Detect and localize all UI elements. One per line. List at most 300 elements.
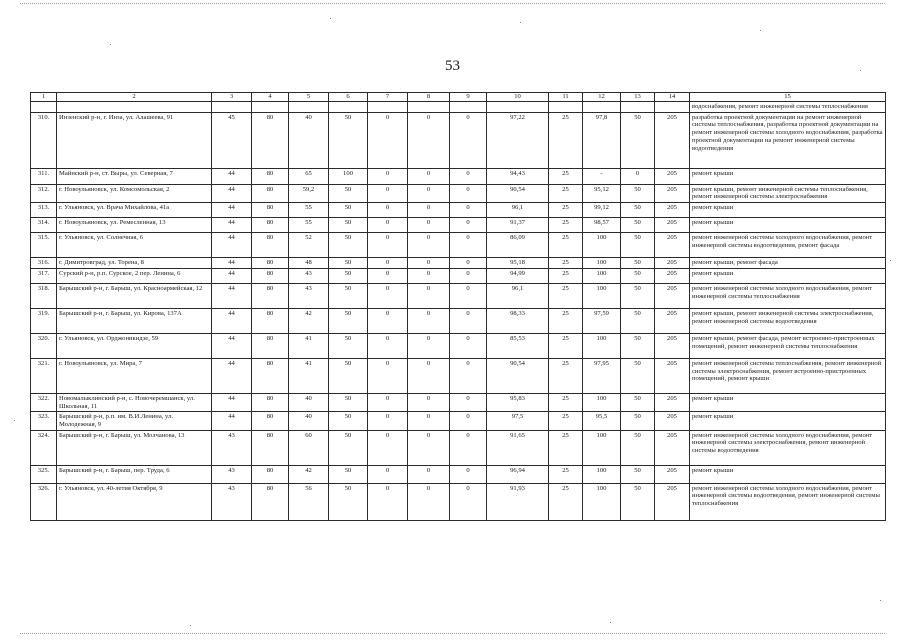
- cell-col-5: 40: [289, 412, 329, 430]
- cell-col-9: 0: [450, 283, 487, 308]
- cell-col-12: 98,57: [583, 218, 621, 233]
- cell-col-13: 50: [621, 203, 655, 218]
- cell-col-3: 44: [212, 258, 252, 269]
- cell-col-7: 0: [368, 412, 408, 430]
- cell-col-6: 50: [329, 203, 368, 218]
- cell-col-7: 0: [368, 203, 408, 218]
- cell-col-6: 50: [329, 483, 368, 520]
- cell-col-11: 25: [549, 184, 583, 202]
- cell-col-11: 25: [549, 203, 583, 218]
- cell-col-4: 80: [252, 412, 289, 430]
- cell-col-12: 100: [583, 283, 621, 308]
- cell-col-num: 325.: [31, 465, 57, 483]
- cell-col-12: 100: [583, 268, 621, 283]
- scan-speck: [760, 30, 761, 31]
- table-row-continued: [31, 102, 886, 113]
- cell-col-8: 0: [408, 483, 450, 520]
- cell-col-14: 205: [655, 203, 690, 218]
- cell-col-8: 0: [408, 112, 450, 168]
- cell-col-7: 0: [368, 112, 408, 168]
- cell-col-14: 205: [655, 218, 690, 233]
- cell-col-address: Барышский р-н, р.п. им. В.И.Ленина, ул. Молодежная, 9: [57, 412, 212, 430]
- cell-col-12: 95,12: [583, 184, 621, 202]
- cell-col-10: 85,53: [487, 333, 549, 358]
- cell-col-7: 0: [368, 168, 408, 184]
- cell-col-13: 50: [621, 393, 655, 411]
- cell-col-11: 25: [549, 233, 583, 258]
- cell-col-6: 50: [329, 393, 368, 411]
- cell-col-12: 100: [583, 393, 621, 411]
- cell-col-num: 313.: [31, 203, 57, 218]
- cell-col-5: 40: [289, 393, 329, 411]
- cell-col-6: 50: [329, 258, 368, 269]
- cell-col-3: [212, 102, 252, 113]
- cell-col-12: 100: [583, 483, 621, 520]
- cell-col-3: 44: [212, 184, 252, 202]
- cell-col-12: 100: [583, 430, 621, 465]
- cell-col-10: 98,33: [487, 308, 549, 333]
- cell-col-11: 25: [549, 268, 583, 283]
- cell-col-7: 0: [368, 308, 408, 333]
- cell-col-8: 0: [408, 258, 450, 269]
- scan-speck: [890, 260, 891, 261]
- cell-col-14: 205: [655, 393, 690, 411]
- cell-col-7: 0: [368, 184, 408, 202]
- cell-col-3: 44: [212, 283, 252, 308]
- cell-col-5: 5: [289, 93, 329, 102]
- cell-col-6: 50: [329, 283, 368, 308]
- cell-col-8: 8: [408, 93, 450, 102]
- cell-col-9: 0: [450, 333, 487, 358]
- cell-col-4: 80: [252, 483, 289, 520]
- cell-col-8: 0: [408, 308, 450, 333]
- cell-col-13: 50: [621, 184, 655, 202]
- cell-col-13: 50: [621, 283, 655, 308]
- cell-col-14: 14: [655, 93, 690, 102]
- cell-col-works: ремонт крыши: [690, 268, 886, 283]
- cell-col-num: 314.: [31, 218, 57, 233]
- cell-col-works: ремонт крыши: [690, 465, 886, 483]
- cell-col-6: 50: [329, 465, 368, 483]
- table-row: [31, 358, 886, 393]
- cell-col-5: 52: [289, 233, 329, 258]
- cell-col-13: 50: [621, 258, 655, 269]
- cell-col-5: 65: [289, 168, 329, 184]
- cell-col-8: 0: [408, 203, 450, 218]
- cell-col-9: 0: [450, 112, 487, 168]
- cell-col-6: 6: [329, 93, 368, 102]
- cell-col-6: 100: [329, 168, 368, 184]
- cell-col-5: 42: [289, 308, 329, 333]
- cell-col-num: 312.: [31, 184, 57, 202]
- cell-col-11: 25: [549, 358, 583, 393]
- cell-col-10: 90,54: [487, 184, 549, 202]
- cell-col-12: 100: [583, 233, 621, 258]
- cell-col-14: 205: [655, 333, 690, 358]
- cell-col-address: г. Новоульяновск, ул. Мира, 7: [57, 358, 212, 393]
- cell-col-4: 80: [252, 203, 289, 218]
- scan-edge-bottom: [20, 633, 885, 634]
- table-row: [31, 268, 886, 283]
- cell-col-8: 0: [408, 233, 450, 258]
- table-row: [31, 333, 886, 358]
- scan-speck: [520, 22, 521, 23]
- cell-col-11: 11: [549, 93, 583, 102]
- cell-col-3: 44: [212, 218, 252, 233]
- cell-col-11: 25: [549, 393, 583, 411]
- cell-col-4: 80: [252, 112, 289, 168]
- cell-col-8: 0: [408, 430, 450, 465]
- cell-col-10: 91,37: [487, 218, 549, 233]
- cell-col-num: 317.: [31, 268, 57, 283]
- cell-col-14: 205: [655, 465, 690, 483]
- scan-speck: [110, 44, 111, 45]
- cell-col-12: 99,12: [583, 203, 621, 218]
- cell-col-13: 50: [621, 308, 655, 333]
- cell-col-address: [57, 102, 212, 113]
- cell-col-address: г. Ульяновск, ул. Солнечная, 6: [57, 233, 212, 258]
- table-row: [31, 412, 886, 430]
- cell-col-5: 41: [289, 333, 329, 358]
- cell-col-14: 205: [655, 168, 690, 184]
- cell-col-works: ремонт крыши: [690, 412, 886, 430]
- cell-col-12: -: [583, 168, 621, 184]
- cell-col-9: 0: [450, 233, 487, 258]
- cell-col-works: ремонт крыши, ремонт инженерной системы теплоснабжения, ремонт инженерной системы электроснабжения: [690, 184, 886, 202]
- cell-col-8: 0: [408, 412, 450, 430]
- cell-col-14: 205: [655, 308, 690, 333]
- cell-col-9: 0: [450, 168, 487, 184]
- cell-col-address: г. Ульяновск, ул. Орджоникидзе, 59: [57, 333, 212, 358]
- cell-col-3: 44: [212, 358, 252, 393]
- cell-col-8: 0: [408, 393, 450, 411]
- cell-col-6: 50: [329, 308, 368, 333]
- cell-col-6: 50: [329, 218, 368, 233]
- cell-col-14: 205: [655, 483, 690, 520]
- cell-col-6: 50: [329, 412, 368, 430]
- cell-col-14: 205: [655, 184, 690, 202]
- cell-col-9: 0: [450, 412, 487, 430]
- cell-col-9: 0: [450, 308, 487, 333]
- cell-col-works: разработка проектной документации на ремонт инженерной системы теплоснабжения, разработка проектной документации на ремонт инженерной системы холодного водоснабжения, разработка проектной документации на ремонт инженерной системы водоотведения: [690, 112, 886, 168]
- cell-col-5: 40: [289, 112, 329, 168]
- cell-col-6: [329, 102, 368, 113]
- cell-col-address: Барышский р-н, г. Барыш, ул. Кирова, 137А: [57, 308, 212, 333]
- cell-col-3: 43: [212, 465, 252, 483]
- cell-col-4: 80: [252, 393, 289, 411]
- cell-col-3: 44: [212, 268, 252, 283]
- scan-speck: [610, 622, 611, 623]
- cell-col-4: [252, 102, 289, 113]
- cell-col-8: 0: [408, 358, 450, 393]
- cell-col-works: ремонт инженерной системы теплоснабжения, ремонт инженерной системы электроснабжения, ремонт встроенно-пристроенных помещений, ремонт крыши: [690, 358, 886, 393]
- cell-col-5: 55: [289, 218, 329, 233]
- header-row: [31, 93, 886, 102]
- cell-col-14: 205: [655, 233, 690, 258]
- cell-col-5: [289, 102, 329, 113]
- cell-col-address: г. Димитровград, ул. Торена, 8: [57, 258, 212, 269]
- cell-col-10: 96,1: [487, 283, 549, 308]
- cell-col-10: 96,1: [487, 203, 549, 218]
- cell-col-9: 0: [450, 483, 487, 520]
- page-number: 53: [445, 58, 460, 74]
- cell-col-11: 25: [549, 412, 583, 430]
- cell-col-num: 316.: [31, 258, 57, 269]
- cell-col-works: водоснабжения, ремонт инженерной системы теплоснабжения: [690, 102, 886, 113]
- cell-col-4: 80: [252, 283, 289, 308]
- cell-col-address: г. Новоульяновск, ул. Ремесленная, 13: [57, 218, 212, 233]
- cell-col-14: 205: [655, 358, 690, 393]
- cell-col-11: 25: [549, 112, 583, 168]
- cell-col-5: 60: [289, 430, 329, 465]
- cell-col-7: 0: [368, 465, 408, 483]
- table-row: [31, 233, 886, 258]
- cell-col-8: 0: [408, 333, 450, 358]
- cell-col-8: 0: [408, 184, 450, 202]
- cell-col-4: 80: [252, 465, 289, 483]
- cell-col-4: 80: [252, 430, 289, 465]
- cell-col-13: 50: [621, 112, 655, 168]
- cell-col-address: Барышский р-н, г. Барыш, ул. Молчанова, 13: [57, 430, 212, 465]
- cell-col-11: 25: [549, 218, 583, 233]
- cell-col-12: [583, 102, 621, 113]
- cell-col-13: 50: [621, 483, 655, 520]
- cell-col-4: 80: [252, 184, 289, 202]
- cell-col-6: 50: [329, 112, 368, 168]
- scan-edge-top: [20, 3, 885, 4]
- cell-col-address: Барышский р-н, г. Барыш, пер. Труда, 6: [57, 465, 212, 483]
- cell-col-3: 43: [212, 483, 252, 520]
- cell-col-10: 97,5: [487, 412, 549, 430]
- cell-col-14: 205: [655, 283, 690, 308]
- cell-col-9: 0: [450, 393, 487, 411]
- cell-col-10: 96,94: [487, 465, 549, 483]
- cell-col-num: 310.: [31, 112, 57, 168]
- cell-col-12: 95,5: [583, 412, 621, 430]
- register-sheet: [30, 92, 885, 612]
- cell-col-14: 205: [655, 112, 690, 168]
- cell-col-11: [549, 102, 583, 113]
- cell-col-9: 0: [450, 268, 487, 283]
- cell-col-10: 94,99: [487, 268, 549, 283]
- cell-col-7: 0: [368, 483, 408, 520]
- cell-col-3: 3: [212, 93, 252, 102]
- cell-col-address: Инзенский р-н, г. Инза, ул. Алашеева, 91: [57, 112, 212, 168]
- cell-col-3: 44: [212, 168, 252, 184]
- register-table: [30, 92, 886, 521]
- cell-col-13: 50: [621, 268, 655, 283]
- cell-col-12: 12: [583, 93, 621, 102]
- cell-col-5: 41: [289, 358, 329, 393]
- table-row: [31, 218, 886, 233]
- cell-col-works: ремонт инженерной системы холодного водоснабжения, ремонт инженерной системы теплоснабжения: [690, 283, 886, 308]
- cell-col-7: 0: [368, 233, 408, 258]
- cell-col-works: 15: [690, 93, 886, 102]
- cell-col-10: 90,54: [487, 358, 549, 393]
- cell-col-7: 0: [368, 268, 408, 283]
- cell-col-11: 25: [549, 258, 583, 269]
- cell-col-4: 80: [252, 333, 289, 358]
- cell-col-5: 55: [289, 203, 329, 218]
- cell-col-10: 97,22: [487, 112, 549, 168]
- table-row: [31, 112, 886, 168]
- cell-col-works: ремонт крыши: [690, 168, 886, 184]
- table-row: [31, 203, 886, 218]
- cell-col-address: 2: [57, 93, 212, 102]
- scan-speck: [190, 625, 191, 626]
- cell-col-9: 9: [450, 93, 487, 102]
- cell-col-9: 0: [450, 218, 487, 233]
- table-row: [31, 258, 886, 269]
- cell-col-4: 80: [252, 258, 289, 269]
- cell-col-works: ремонт инженерной системы холодного водоснабжения, ремонт инженерной системы водоотведения, ремонт инженерной системы теплоснабжения: [690, 483, 886, 520]
- cell-col-11: 25: [549, 465, 583, 483]
- cell-col-3: 45: [212, 112, 252, 168]
- cell-col-7: 0: [368, 333, 408, 358]
- cell-col-3: 44: [212, 333, 252, 358]
- scan-speck: [330, 18, 331, 19]
- cell-col-13: 13: [621, 93, 655, 102]
- cell-col-7: 0: [368, 258, 408, 269]
- cell-col-num: 326.: [31, 483, 57, 520]
- cell-col-7: 0: [368, 430, 408, 465]
- cell-col-11: 25: [549, 333, 583, 358]
- cell-col-12: 100: [583, 258, 621, 269]
- table-row: [31, 465, 886, 483]
- cell-col-12: 100: [583, 465, 621, 483]
- cell-col-10: 91,93: [487, 483, 549, 520]
- cell-col-3: 44: [212, 393, 252, 411]
- cell-col-works: ремонт крыши: [690, 203, 886, 218]
- table-row: [31, 430, 886, 465]
- cell-col-10: 95,83: [487, 393, 549, 411]
- cell-col-9: 0: [450, 430, 487, 465]
- table-row: [31, 393, 886, 411]
- cell-col-8: [408, 102, 450, 113]
- cell-col-works: ремонт инженерной системы холодного водоснабжения, ремонт инженерной системы электроснабжения, ремонт инженерной системы водоотведения: [690, 430, 886, 465]
- cell-col-12: 97,95: [583, 358, 621, 393]
- cell-col-7: 7: [368, 93, 408, 102]
- cell-col-13: 50: [621, 430, 655, 465]
- cell-col-4: 80: [252, 233, 289, 258]
- cell-col-12: 97,8: [583, 112, 621, 168]
- cell-col-num: 321.: [31, 358, 57, 393]
- cell-col-6: 50: [329, 358, 368, 393]
- cell-col-3: 44: [212, 412, 252, 430]
- cell-col-works: ремонт крыши, ремонт инженерной системы электроснабжения, ремонт инженерной системы водоотведения: [690, 308, 886, 333]
- cell-col-13: 50: [621, 465, 655, 483]
- cell-col-14: 205: [655, 268, 690, 283]
- cell-col-4: 80: [252, 168, 289, 184]
- cell-col-9: 0: [450, 203, 487, 218]
- cell-col-4: 80: [252, 268, 289, 283]
- cell-col-10: 94,43: [487, 168, 549, 184]
- cell-col-9: 0: [450, 465, 487, 483]
- cell-col-3: 44: [212, 233, 252, 258]
- cell-col-5: 56: [289, 483, 329, 520]
- cell-col-5: 42: [289, 465, 329, 483]
- cell-col-num: 324.: [31, 430, 57, 465]
- cell-col-4: 80: [252, 218, 289, 233]
- cell-col-num: 315.: [31, 233, 57, 258]
- cell-col-12: 97,59: [583, 308, 621, 333]
- cell-col-5: 43: [289, 283, 329, 308]
- cell-col-5: 59,2: [289, 184, 329, 202]
- cell-col-8: 0: [408, 168, 450, 184]
- cell-col-8: 0: [408, 283, 450, 308]
- cell-col-address: г. Ульяновск, ул. Врача Михайлова, 41а: [57, 203, 212, 218]
- cell-col-10: 95,18: [487, 258, 549, 269]
- cell-col-num: 1: [31, 93, 57, 102]
- scan-speck: [14, 420, 15, 421]
- cell-col-11: 25: [549, 430, 583, 465]
- cell-col-num: [31, 102, 57, 113]
- cell-col-14: [655, 102, 690, 113]
- cell-col-11: 25: [549, 308, 583, 333]
- cell-col-7: [368, 102, 408, 113]
- cell-col-4: 80: [252, 308, 289, 333]
- cell-col-address: Барышский р-н, г. Барыш, ул. Красноармейская, 12: [57, 283, 212, 308]
- table-row: [31, 168, 886, 184]
- cell-col-address: г. Ульяновск, ул. 40-летия Октября, 9: [57, 483, 212, 520]
- cell-col-6: 50: [329, 233, 368, 258]
- cell-col-works: ремонт крыши: [690, 393, 886, 411]
- cell-col-11: 25: [549, 168, 583, 184]
- cell-col-9: 0: [450, 258, 487, 269]
- cell-col-14: 205: [655, 412, 690, 430]
- cell-col-6: 50: [329, 333, 368, 358]
- cell-col-9: 0: [450, 184, 487, 202]
- cell-col-10: 91,65: [487, 430, 549, 465]
- cell-col-num: 319.: [31, 308, 57, 333]
- cell-col-4: 4: [252, 93, 289, 102]
- cell-col-7: 0: [368, 283, 408, 308]
- cell-col-works: ремонт инженерной системы холодного водоснабжения, ремонт инженерной системы водоотведения, ремонт фасада: [690, 233, 886, 258]
- cell-col-13: 50: [621, 218, 655, 233]
- table-row: [31, 308, 886, 333]
- cell-col-8: 0: [408, 218, 450, 233]
- cell-col-num: 311.: [31, 168, 57, 184]
- cell-col-13: [621, 102, 655, 113]
- cell-col-3: 43: [212, 430, 252, 465]
- cell-col-13: 0: [621, 168, 655, 184]
- cell-col-9: [450, 102, 487, 113]
- table-row: [31, 184, 886, 202]
- cell-col-13: 50: [621, 412, 655, 430]
- cell-col-6: 50: [329, 430, 368, 465]
- cell-col-7: 0: [368, 393, 408, 411]
- cell-col-7: 0: [368, 358, 408, 393]
- cell-col-13: 50: [621, 358, 655, 393]
- cell-col-4: 80: [252, 358, 289, 393]
- cell-col-11: 25: [549, 283, 583, 308]
- cell-col-14: 205: [655, 258, 690, 269]
- cell-col-works: ремонт крыши: [690, 218, 886, 233]
- cell-col-6: 50: [329, 268, 368, 283]
- cell-col-works: ремонт крыши, ремонт фасада, ремонт встроенно-пристроенных помещений, ремонт инженерной системы теплоснабжения: [690, 333, 886, 358]
- cell-col-10: [487, 102, 549, 113]
- cell-col-address: Майнский р-н, ст. Выры, ул. Северная, 7: [57, 168, 212, 184]
- cell-col-9: 0: [450, 358, 487, 393]
- cell-col-13: 50: [621, 333, 655, 358]
- cell-col-5: 43: [289, 268, 329, 283]
- cell-col-12: 100: [583, 333, 621, 358]
- table-row: [31, 483, 886, 520]
- cell-col-works: ремонт крыши, ремонт фасада: [690, 258, 886, 269]
- cell-col-7: 0: [368, 218, 408, 233]
- cell-col-11: 25: [549, 483, 583, 520]
- cell-col-6: 50: [329, 184, 368, 202]
